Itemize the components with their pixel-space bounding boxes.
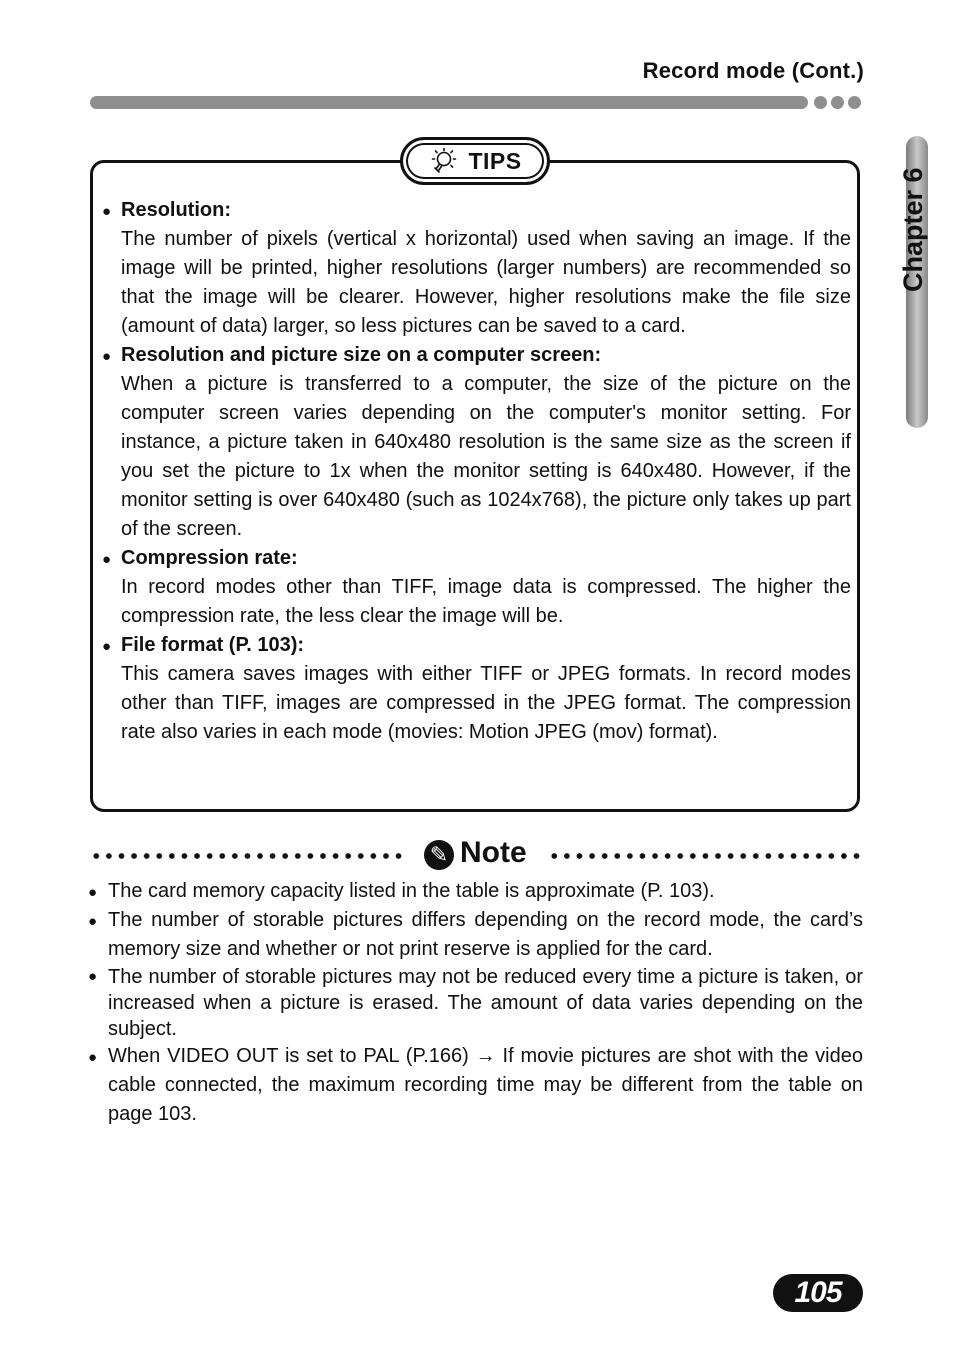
pencil-icon: ✎ — [424, 840, 454, 870]
tip-item — [100, 544, 851, 631]
note-item: ● When VIDEO OUT is set to PAL (P.166) → If movie pictures are shot with the video cable connected, the maximum recording time may be different from the table on page 103. — [88, 1042, 863, 1129]
tips-badge — [400, 137, 550, 185]
lightbulb-icon — [428, 146, 458, 176]
note-header — [90, 834, 862, 878]
header-rule — [90, 96, 808, 109]
note-label: Note — [460, 836, 527, 869]
tip-heading: ● File format (P. 103): — [121, 631, 851, 660]
note-item: ● The number of storable pictures may not be reduced every time a picture is taken, or increased when a picture is erased. The amount of data varies depending on the subject. — [88, 964, 863, 1042]
section-title: Record mode (Cont.) — [642, 58, 864, 83]
tips-content — [100, 196, 851, 747]
tip-body: In record modes other than TIFF, image data is compressed. The higher the compression rate, the less clear the image will be. — [121, 576, 851, 627]
tip-item — [100, 631, 851, 747]
tip-item — [100, 341, 851, 544]
tip-body: When a picture is transferred to a computer, the size of the picture on the computer screen varies depending on the computer's monitor setting. For instance, a picture taken in 640x480 resolution is the same size as the screen if you set the picture to 1x when the monitor setting is 640x480. However, if the monitor setting is over 640x480 (such as 1024x768), the picture only takes up part of the screen. — [121, 373, 851, 540]
note-item: ● The card memory capacity listed in the table is approximate (P. 103). — [88, 877, 863, 906]
tip-body: The number of pixels (vertical x horizontal) used when saving an image. If the image will be printed, higher resolutions (larger numbers) are recommended so that the image will be clearer. However, higher resolutions make the file size (amount of data) larger, so less pictures can be saved to a card. — [121, 228, 851, 337]
tip-heading: ● Resolution and picture size on a computer screen: — [121, 341, 851, 370]
chapter-tab-label: Chapter 6 — [898, 167, 928, 292]
tip-heading: ● Compression rate: — [121, 544, 851, 573]
note-item: ● The number of storable pictures differs depending on the record mode, the card’s memory size and whether or not print reserve is applied for the card. — [88, 906, 863, 964]
header-rule-dots — [814, 96, 861, 109]
dotted-divider — [548, 852, 862, 860]
note-list — [88, 877, 863, 1129]
tip-item — [100, 196, 851, 341]
tips-label: TIPS — [468, 147, 522, 174]
page-number: 105 — [773, 1274, 863, 1312]
tip-body: This camera saves images with either TIFF or JPEG formats. In record modes other than TIFF, images are compressed in the JPEG format. The compression rate also varies in each mode (movies: Motion JPEG (mov) format). — [121, 663, 851, 743]
tip-heading: ● Resolution: — [121, 196, 851, 225]
dotted-divider — [90, 852, 408, 860]
